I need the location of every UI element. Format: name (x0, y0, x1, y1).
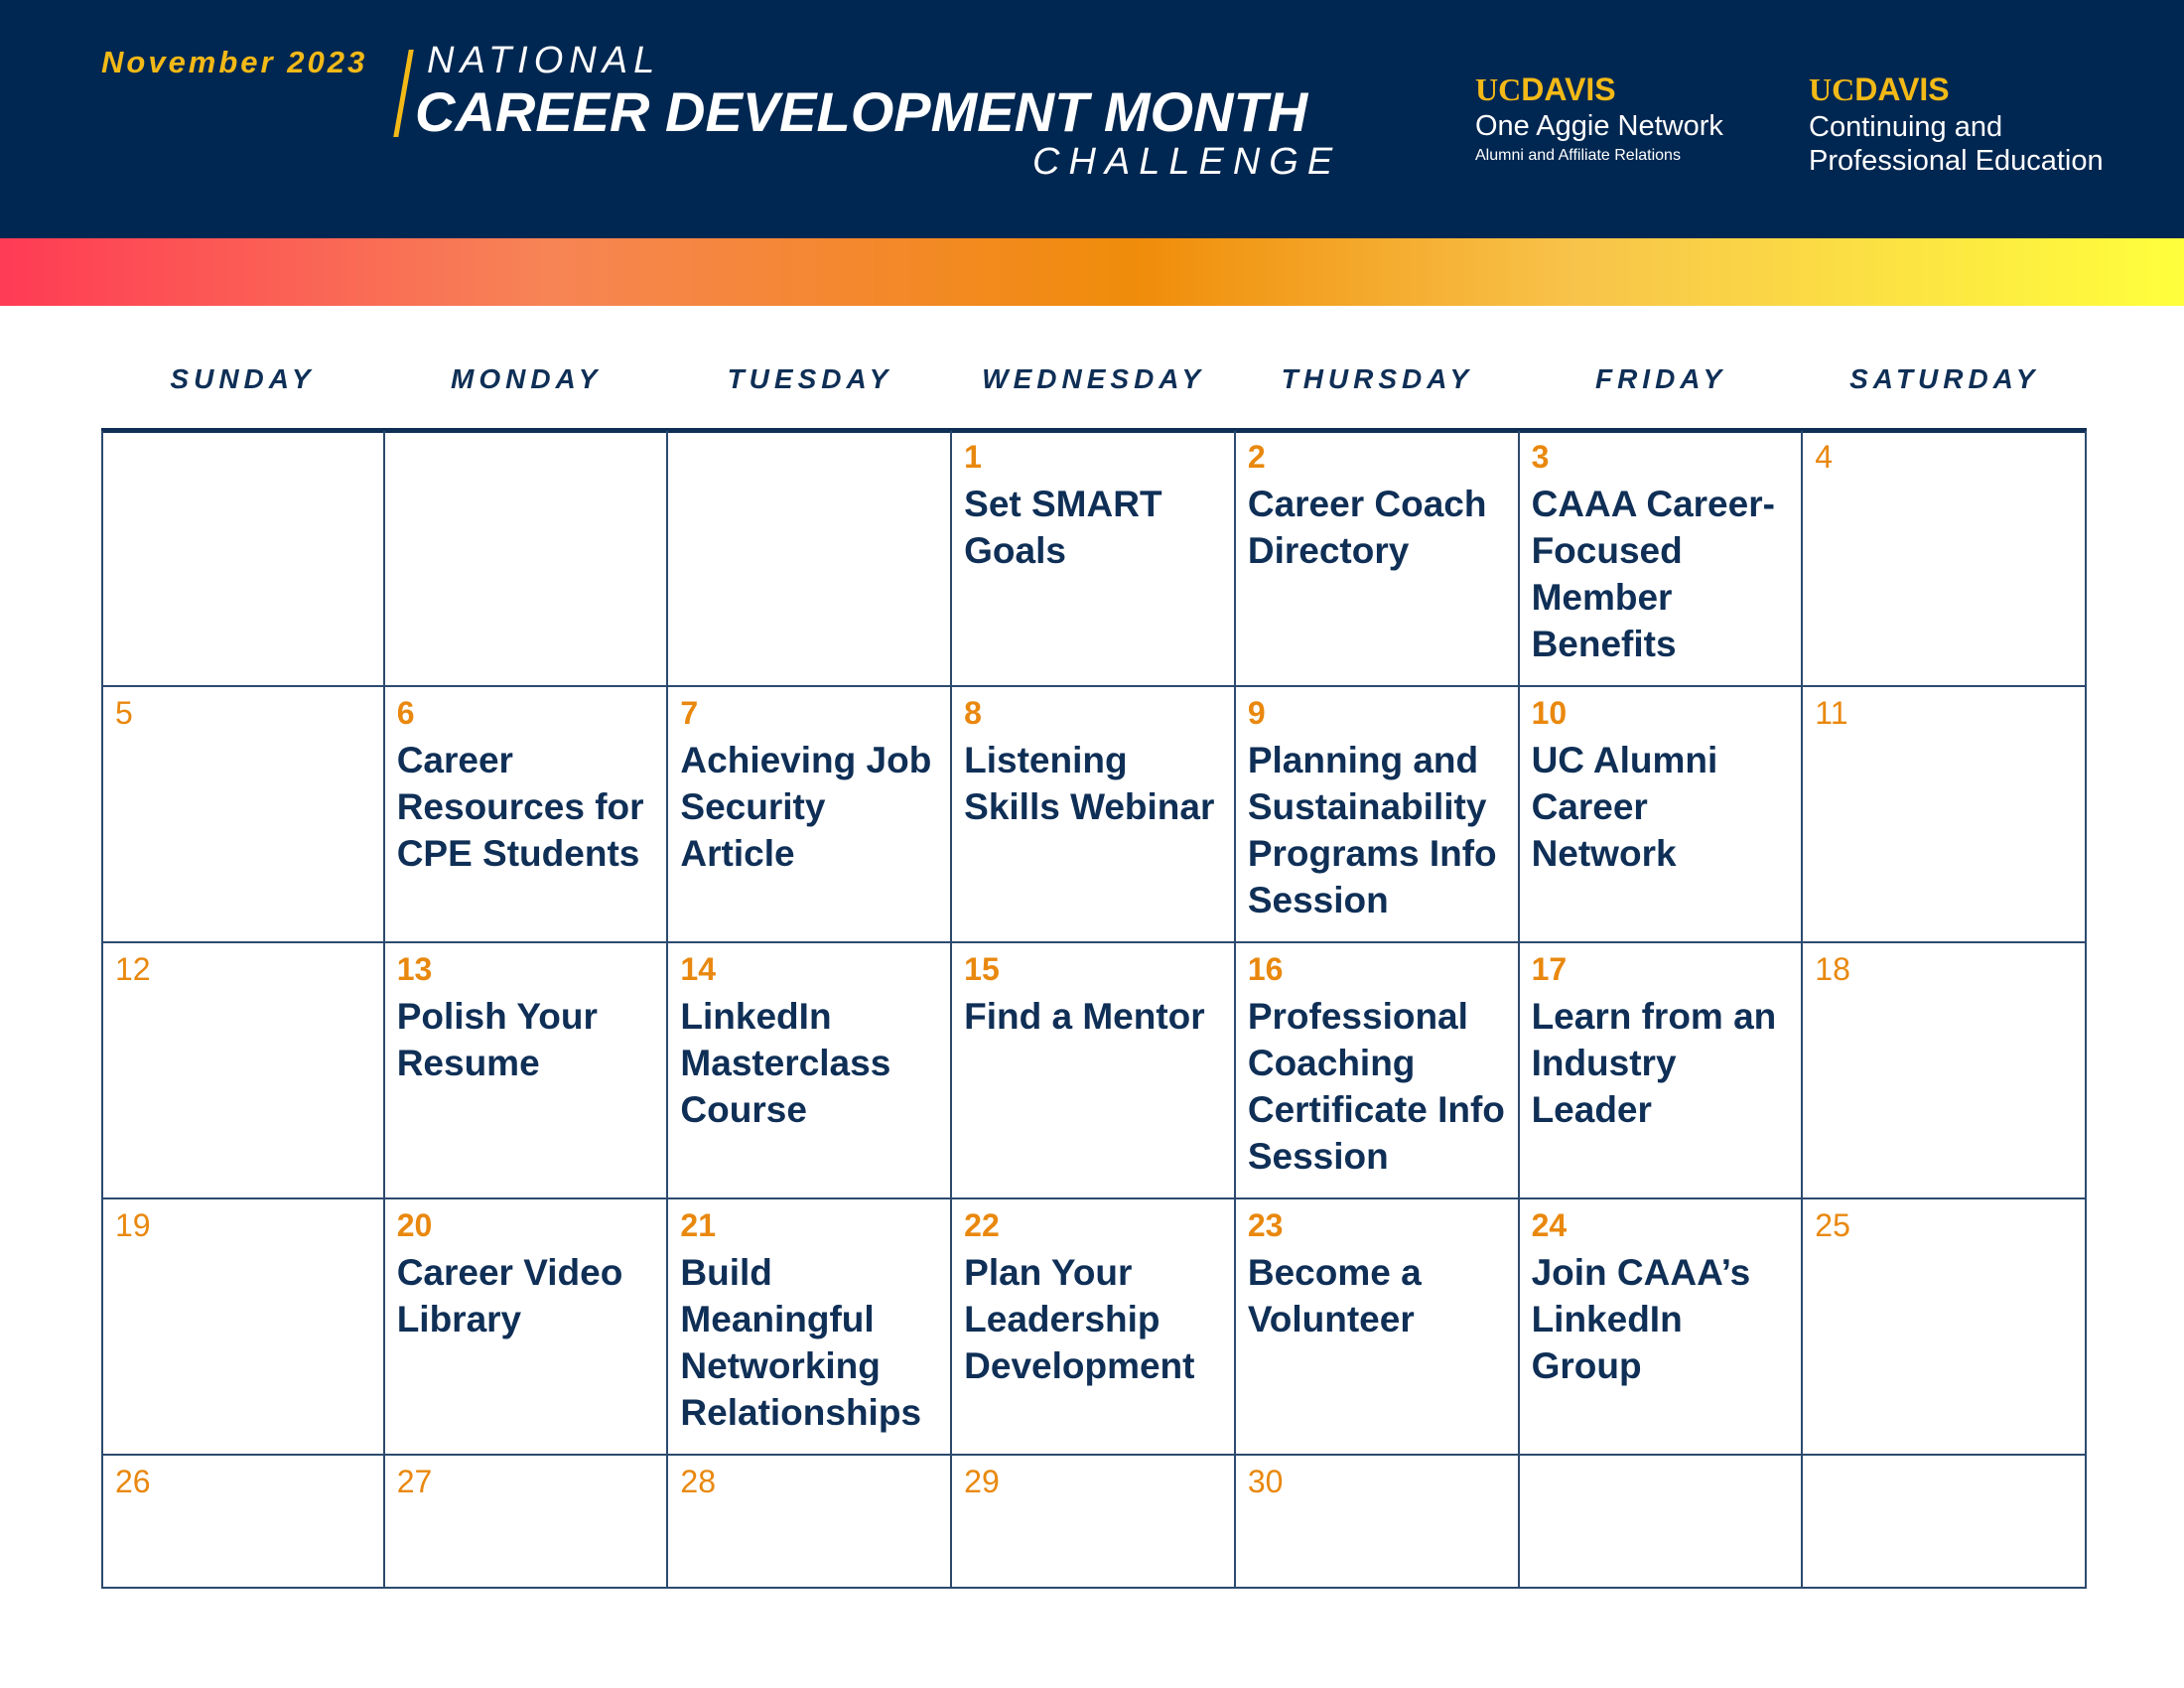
day-number: 27 (396, 1464, 433, 1499)
logo-brand: UCDAVIS (1809, 71, 1950, 107)
day-number: 16 (1247, 951, 1284, 987)
calendar-cell (1236, 687, 1520, 943)
ucdavis-oan-logo (1475, 71, 1723, 165)
day-number: 2 (1247, 439, 1266, 475)
title-bottom: CHALLENGE (1032, 141, 1342, 183)
calendar-cell (1236, 431, 1520, 687)
event-title: Polish Your Resume (396, 996, 598, 1083)
day-number: 28 (680, 1464, 717, 1499)
event-title: Career Video Library (396, 1252, 623, 1339)
calendar-cell (952, 431, 1236, 687)
event-title: CAAA Career-Focused Member Benefits (1531, 484, 1775, 664)
gradient-stripe (0, 238, 2184, 306)
logo-line2: Alumni and Affiliate Relations (1475, 147, 1681, 164)
weekday-friday: FRIDAY (1594, 363, 1727, 394)
day-number: 14 (680, 951, 717, 987)
event-title: Join CAAA’s LinkedIn Group (1531, 1252, 1751, 1386)
calendar-cell (1803, 1199, 2087, 1456)
day-number: 11 (1815, 695, 1848, 731)
calendar-cell (385, 943, 669, 1199)
event-title: Planning and Sustainability Programs Info Session (1247, 740, 1497, 920)
calendar-cell (101, 1456, 385, 1589)
calendar-cell (668, 943, 952, 1199)
day-number: 3 (1531, 439, 1550, 475)
calendar-cell (668, 687, 952, 943)
calendar-cell (1520, 1456, 1804, 1589)
calendar-cell (101, 687, 385, 943)
day-number: 10 (1531, 695, 1568, 731)
calendar-cell (385, 431, 669, 687)
calendar-cell (668, 1199, 952, 1456)
logo-line2: Professional Education (1809, 145, 2104, 177)
day-number: 17 (1531, 951, 1568, 987)
day-number: 21 (680, 1207, 717, 1243)
day-number: 20 (396, 1207, 433, 1243)
calendar-cell (1236, 943, 1520, 1199)
calendar-cell (385, 1456, 669, 1589)
day-number: 13 (396, 951, 433, 987)
day-number: 9 (1247, 695, 1266, 731)
event-title: UC Alumni Career Network (1531, 740, 1718, 874)
calendar-cell (1803, 1456, 2087, 1589)
event-title: Career Coach Directory (1247, 484, 1487, 571)
logo-line1: One Aggie Network (1475, 110, 1723, 142)
day-number: 19 (115, 1207, 151, 1243)
calendar-cell (668, 1456, 952, 1589)
weekday-saturday: SATURDAY (1849, 363, 2040, 394)
logo-line1: Continuing and (1809, 111, 2003, 143)
month-label: November 2023 (101, 45, 368, 79)
calendar-cell (952, 943, 1236, 1199)
calendar-cell (101, 943, 385, 1199)
title-top: NATIONAL (427, 40, 661, 81)
calendar-cell (952, 1199, 1236, 1456)
event-title: LinkedIn Masterclass Course (680, 996, 891, 1130)
day-number: 29 (964, 1464, 1000, 1499)
day-number: 30 (1247, 1464, 1284, 1499)
day-number: 15 (964, 951, 1000, 987)
day-number: 7 (680, 695, 699, 731)
day-number: 4 (1815, 439, 1834, 475)
day-number: 25 (1815, 1207, 1850, 1243)
calendar-cell (1803, 943, 2087, 1199)
calendar-cell (1803, 687, 2087, 943)
calendar-cell (952, 1456, 1236, 1589)
day-number: 6 (396, 695, 415, 731)
calendar-cell (1236, 1456, 1520, 1589)
calendar-cell (385, 1199, 669, 1456)
logo-brand: UCDAVIS (1475, 71, 1616, 107)
weekday-tuesday: TUESDAY (727, 363, 893, 394)
weekday-sunday: SUNDAY (170, 363, 316, 394)
day-number: 1 (964, 439, 982, 475)
day-number: 23 (1247, 1207, 1284, 1243)
event-title: Find a Mentor (964, 996, 1205, 1037)
header-banner (0, 0, 2184, 238)
calendar-cell (952, 687, 1236, 943)
calendar-cell (1520, 1199, 1804, 1456)
calendar-cell (1520, 687, 1804, 943)
calendar-cell (101, 431, 385, 687)
event-title: Become a Volunteer (1247, 1252, 1422, 1339)
ucdavis-cpe-logo (1809, 71, 2104, 178)
calendar-grid (101, 431, 2087, 1589)
event-title: Achieving Job Security Article (680, 740, 932, 874)
calendar-cell (1520, 431, 1804, 687)
day-number: 26 (115, 1464, 151, 1499)
day-number: 5 (115, 695, 133, 731)
day-number: 18 (1815, 951, 1850, 987)
event-title: Set SMART Goals (964, 484, 1162, 571)
calendar-cell (385, 687, 669, 943)
event-title: Career Resources for CPE Students (396, 740, 644, 874)
calendar-cell (1236, 1199, 1520, 1456)
calendar-cell (1520, 943, 1804, 1199)
day-number: 22 (964, 1207, 1000, 1243)
weekday-wednesday: WEDNESDAY (982, 363, 1206, 394)
event-title: Build Meaningful Networking Relationships (680, 1252, 922, 1433)
weekday-monday: MONDAY (451, 363, 603, 394)
weekday-thursday: THURSDAY (1281, 363, 1474, 394)
day-number: 8 (964, 695, 982, 731)
event-title: Professional Coaching Certificate Info Session (1247, 996, 1505, 1177)
title-divider (393, 50, 414, 137)
day-number: 12 (115, 951, 151, 987)
event-title: Learn from an Industry Leader (1531, 996, 1777, 1130)
calendar-cell (101, 1199, 385, 1456)
calendar-cell (1803, 431, 2087, 687)
day-number: 24 (1531, 1207, 1568, 1243)
event-title: Listening Skills Webinar (964, 740, 1215, 827)
event-title: Plan Your Leadership Development (964, 1252, 1195, 1386)
calendar-cell (668, 431, 952, 687)
page-title: CAREER DEVELOPMENT MONTH (415, 80, 1308, 143)
